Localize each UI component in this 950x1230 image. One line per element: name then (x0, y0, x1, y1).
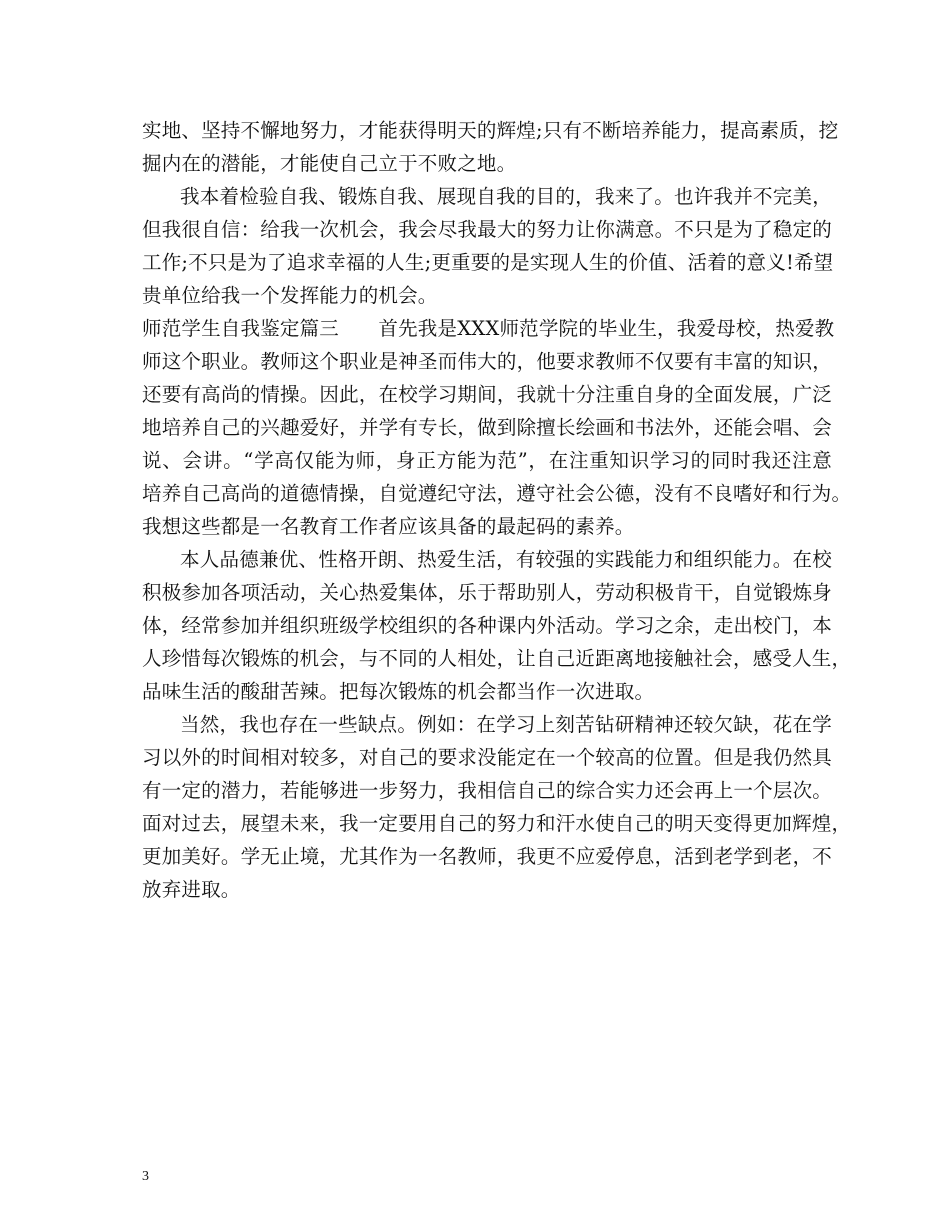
text-line: 当然，我也存在一些缺点。例如：在学习上刻苦钻研精神还较欠缺，花在学 (180, 713, 832, 736)
text-line: 积极参加各项活动，关心热爱集体，乐于帮助别人，劳动积极肯干，自觉锻炼身 (142, 581, 832, 604)
text-line: 习以外的时间相对较多，对自己的要求没能定在一个较高的位置。但是我仍然具 (142, 746, 832, 769)
text-line: 掘内在的潜能，才能使自己立于不败之地。 (142, 152, 517, 175)
text-line: 师范学生自我鉴定篇三 首先我是XXX师范学院的毕业生，我爱母校，热爱教 (142, 317, 835, 340)
text-line: 更加美好。学无止境，尤其作为一名教师，我更不应爱停息，活到老学到老，不 (142, 845, 832, 868)
page-number: 3 (142, 1169, 149, 1184)
text-line: 我想这些都是一名教育工作者应该具备的最起码的素养。 (142, 515, 635, 538)
text-line: 有一定的潜力，若能够进一步努力，我相信自己的综合实力还会再上一个层次。 (142, 779, 832, 802)
text-line: 品味生活的酸甜苦辣。把每次锻炼的机会都当作一次进取。 (142, 680, 655, 703)
text-line: 贵单位给我一个发挥能力的机会。 (142, 284, 438, 307)
text-line: 本人品德兼优、性格开朗、热爱生活，有较强的实践能力和组织能力。在校 (180, 548, 832, 571)
text-line: 实地、坚持不懈地努力，才能获得明天的辉煌;只有不断培养能力，提高素质，挖 (142, 119, 839, 142)
text-line: 培养自己高尚的道德情操，自觉遵纪守法，遵守社会公德，没有不良嗜好和行为。 (142, 482, 852, 505)
text-line: 说、会讲。“学高仅能为师，身正方能为范”，在注重知识学习的同时我还注意 (142, 449, 832, 472)
text-line: 还要有高尚的情操。因此，在校学习期间，我就十分注重自身的全面发展，广泛 (142, 383, 832, 406)
text-line: 体，经常参加并组织班级学校组织的各种课内外活动。学习之余，走出校门，本 (142, 614, 832, 637)
text-line: 师这个职业。教师这个职业是神圣而伟大的，他要求教师不仅要有丰富的知识， (142, 350, 832, 373)
text-line: 工作;不只是为了追求幸福的人生;更重要的是实现人生的价值、活着的意义!希望 (142, 251, 834, 274)
text-line: 放弃进取。 (142, 878, 241, 901)
text-line: 我本着检验自我、锻炼自我、展现自我的目的，我来了。也许我并不完美， (180, 185, 832, 208)
text-line: 但我很自信：给我一次机会，我会尽我最大的努力让你满意。不只是为了稳定的 (142, 218, 832, 241)
text-line: 人珍惜每次锻炼的机会，与不同的人相处，让自己近距离地接触社会，感受人生， (142, 647, 852, 670)
text-line: 地培养自己的兴趣爱好，并学有专长，做到除擅长绘画和书法外，还能会唱、会 (142, 416, 832, 439)
text-line: 面对过去，展望未来，我一定要用自己的努力和汗水使自己的明天变得更加辉煌， (142, 812, 852, 835)
